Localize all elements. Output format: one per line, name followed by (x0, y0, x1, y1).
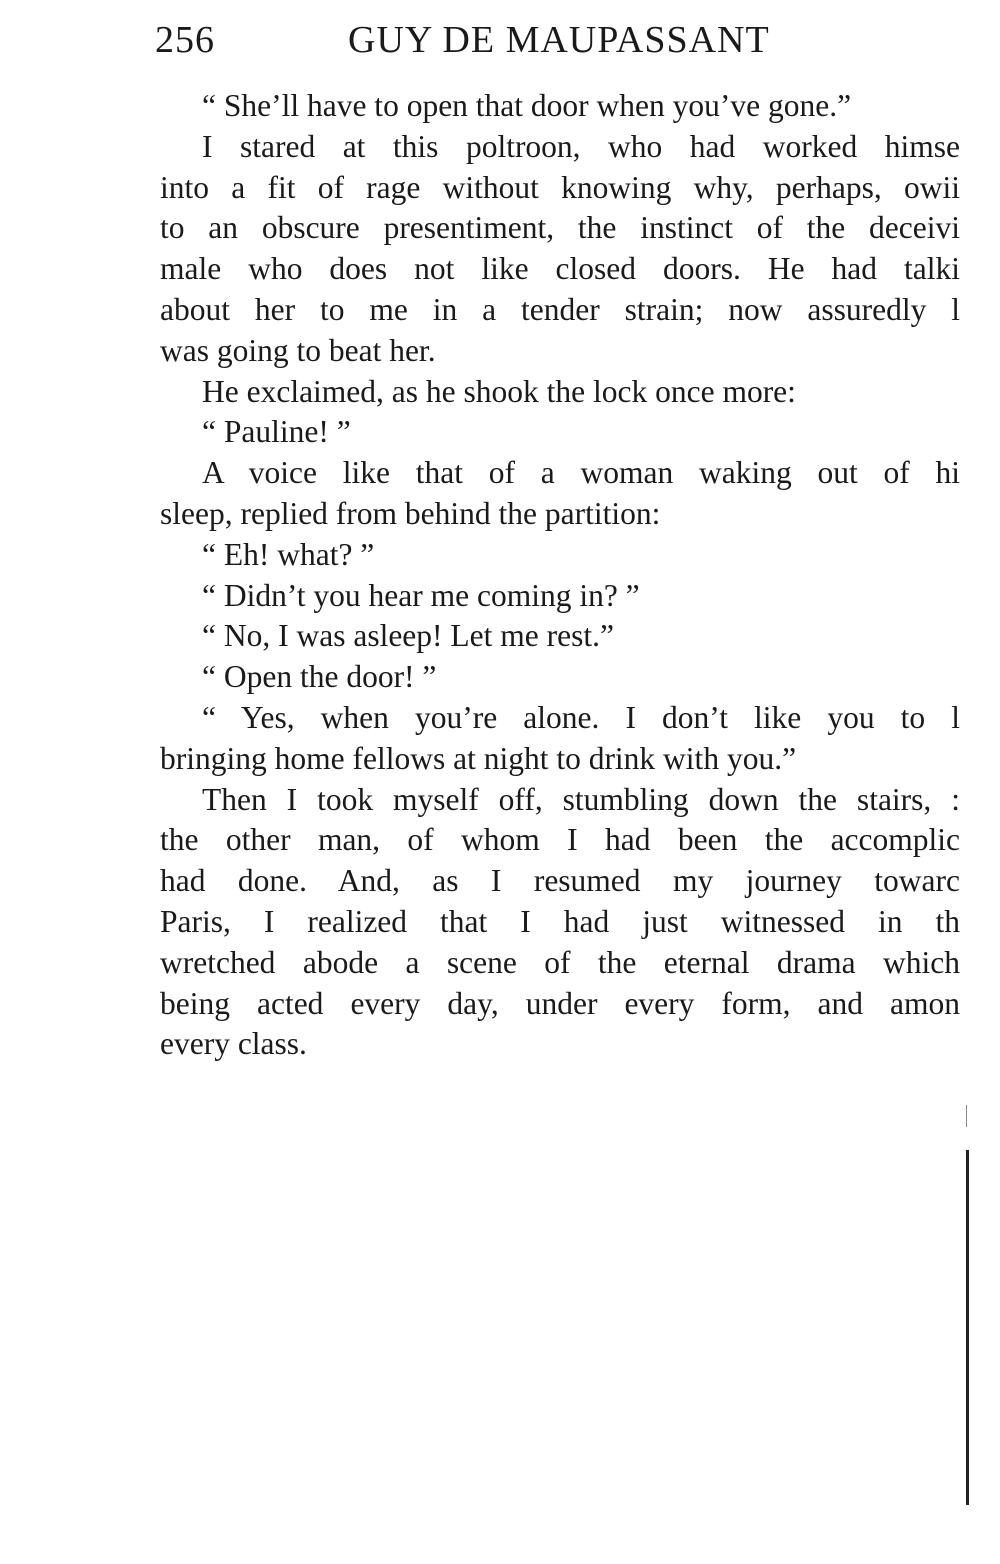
text-line: “ Yes, when you’re alone. I don’t like you to l (202, 699, 960, 735)
text-line: “ Open the door! ” (202, 659, 437, 695)
running-title: GUY DE MAUPASSANT (348, 19, 770, 61)
text-line: He exclaimed, as he shook the lock once more: (202, 373, 796, 409)
text-line: “ No, I was asleep! Let me rest.” (202, 618, 614, 654)
text-line: every class. (160, 1026, 307, 1062)
text-line: wretched abode a scene of the eternal drama which (160, 944, 960, 980)
gutter-shadow (966, 1150, 969, 1505)
text-line: to an obscure presentiment, the instinct of the deceivi (160, 210, 960, 246)
text-line: “ She’ll have to open that door when you’ve gone.” (202, 88, 852, 123)
text-line: A voice like that of a woman waking out of hi (202, 455, 960, 491)
gutter-mark (966, 1105, 967, 1127)
text-line: had done. And, as I resumed my journey towarc (160, 863, 960, 899)
text-line: was going to beat her. (160, 332, 436, 368)
text-line: Then I took myself off, stumbling down the stairs, : (202, 781, 960, 817)
text-line: being acted every day, under every form, and amon (160, 985, 960, 1021)
body-text (160, 86, 960, 1065)
text-line: into a fit of rage without knowing why, perhaps, owii (160, 169, 960, 205)
text-line: I stared at this poltroon, who had worked himse (202, 128, 960, 164)
text-line: “ Pauline! ” (202, 414, 351, 450)
text-line: the other man, of whom I had been the accomplic (160, 822, 960, 858)
running-head (155, 14, 955, 64)
text-line: Paris, I realized that I had just witnessed in th (160, 903, 960, 939)
text-line: male who does not like closed doors. He had talki (160, 251, 960, 287)
text-line: “ Didn’t you hear me coming in? ” (202, 577, 640, 613)
text-line: about her to me in a tender strain; now assuredly l (160, 291, 960, 327)
text-line: sleep, replied from behind the partition: (160, 495, 661, 531)
text-line: bringing home fellows at night to drink with you.” (160, 740, 797, 776)
page-number: 256 (155, 19, 215, 61)
text-line: “ Eh! what? ” (202, 536, 375, 572)
